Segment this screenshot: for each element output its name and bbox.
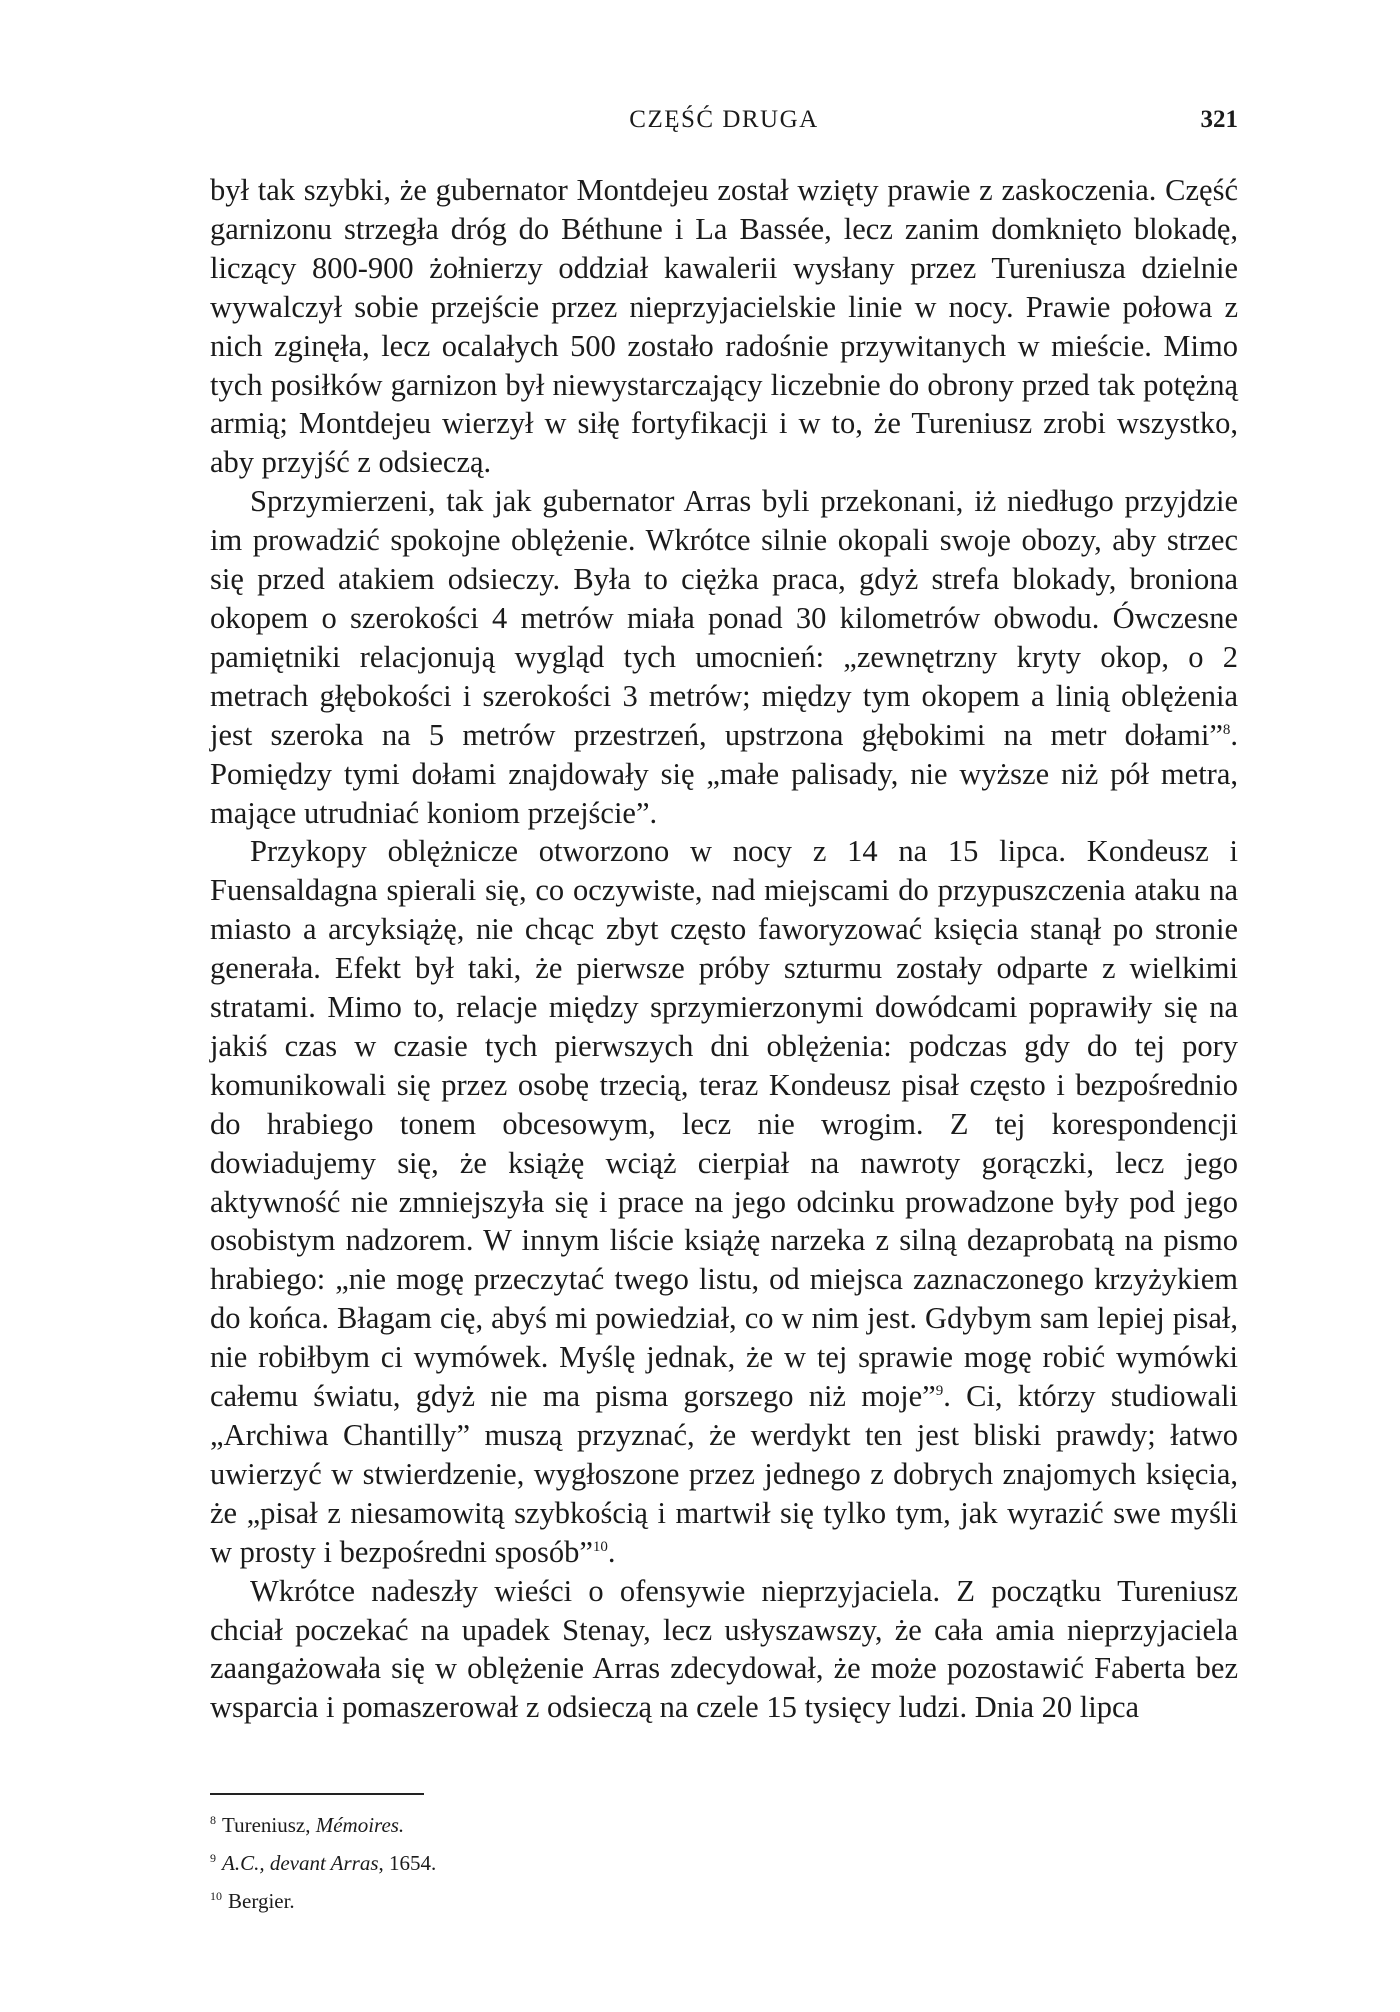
section-title: CZĘŚĆ DRUGA <box>629 106 819 133</box>
footnotes <box>210 1808 1238 1922</box>
paragraph-text: Wkrótce nadeszły wieści o ofensywie nieprzyjaciela. Z początku Tureniusz chciał poczekać na upadek Stenay, lecz usłyszawszy, że cała amia nieprzyjaciela zaangażowała się w oblężenie Arras zdecydował, że może pozostawić Faberta bez wsparcia i pomaszerował z odsieczą na czele 15 tysięcy ludzi. Dnia 20 lipca <box>210 1573 1238 1725</box>
paragraph-1 <box>210 171 1238 482</box>
footnote-divider <box>210 1793 424 1795</box>
paragraph-text: był tak szybki, że gubernator Montdejeu został wzięty prawie z zaskoczenia. Część garnizonu strzegła dróg do Béthune i La Bassée, lecz zanim domknięto blokadę, liczący 800-900 żołnierzy oddział kawalerii wysłany przez Tureniusza dzielnie wywalczył sobie przejście przez nieprzyjacielskie linie w nocy. Prawie połowa z nich zginęła, lecz ocalałych 500 zostało radośnie przywitanych w mieście. Mimo tych posiłków garnizon był niewystarczający liczebnie do obrony przed tak potężną armią; Montdejeu wierzył w siłę fortyfikacji i w to, że Tureniusz zrobi wszystko, aby przyjść z odsieczą. <box>210 173 1238 480</box>
body-text <box>210 171 1238 1727</box>
footnote-8 <box>210 1808 1238 1842</box>
footnote-text: , 1654. <box>378 1851 437 1875</box>
paragraph-text: Sprzymierzeni, tak jak gubernator Arras byli przekonani, iż niedługo przyjdzie im prowadzić spokojne oblężenie. Wkrótce silnie okopali swoje obozy, aby strzec się przed atakiem odsieczy. Była to ciężka praca, gdyż strefa blokady, broniona okopem o szerokości 4 metrów miała ponad 30 kilometrów obwodu. Ówczesne pamiętniki relacjonują wygląd tych umocnień: „zewnętrzny kryty okop, o 2 metrach głębokości i szerokości 3 metrów; między tym okopem a linią oblężenia jest szeroka na 5 metrów przestrzeń, upstrzona głębokimi na metr dołami” <box>210 484 1238 752</box>
footnote-reference[interactable]: 9 <box>935 1382 944 1399</box>
footnote-text: Bergier. <box>228 1889 295 1913</box>
footnote-text-italic: Mémoires. <box>315 1813 405 1837</box>
footnote-mark: 8 <box>210 1813 216 1827</box>
running-head <box>210 100 1238 140</box>
footnote-mark: 9 <box>210 1851 216 1865</box>
footnote-mark: 10 <box>210 1889 222 1903</box>
paragraph-text: . Pomiędzy tymi dołami znajdowały się „małe palisady, nie wyższe niż pół metra, mające utrudniać koniom przejście”. <box>210 717 1238 830</box>
footnote-10 <box>210 1884 1238 1918</box>
paragraph-text: . Ci, którzy studiowali „Archiwa Chantilly” muszą przyznać, że werdykt ten jest bliski prawdy; łatwo uwierzyć w stwierdzenie, wygłoszone przez jednego z dobrych znajomych księcia, że „pisał z niesamowitą szybkością i martwił się tylko tym, jak wyrazić swe myśli w prosty i bezpośredni sposób” <box>210 1379 1238 1569</box>
page-number: 321 <box>1200 106 1238 133</box>
paragraph-2 <box>210 482 1238 832</box>
paragraph-4 <box>210 1572 1238 1728</box>
paragraph-text: Przykopy oblężnicze otworzono w nocy z 14 na 15 lipca. Kondeusz i Fuensaldagna spierali się, co oczywiste, nad miejscami do przypuszczenia ataku na miasto a arcyksiążę, nie chcąc zbyt często faworyzować księcia stanął po stronie generała. Efekt był taki, że pierwsze próby szturmu zostały odparte z wielkimi stratami. Mimo to, relacje między sprzymierzonymi dowódcami poprawiły się na jakiś czas w czasie tych pierwszych dni oblężenia: podczas gdy do tej pory komunikowali się przez osobę trzecią, teraz Kondeusz pisał często i bezpośrednio do hrabiego tonem obcesowym, lecz nie wrogim. Z tej korespondencji dowiadujemy się, że książę wciąż cierpiał na nawroty gorączki, lecz jego aktywność nie zmniejszyła się i prace na jego odcinku prowadzone były pod jego osobistym nadzorem. W innym liście książę narzeka z silną dezaprobatą na pismo hrabiego: „nie mogę przeczytać twego listu, od miejsca zaznaczonego krzyżykiem do końca. Błagam cię, abyś mi powiedział, co w nim jest. Gdybym sam lepiej pisał, nie robiłbym ci wymówek. Myślę jednak, że w tej sprawie mogę robić wymówki całemu światu, gdyż nie ma pisma gorszego niż moje” <box>210 834 1238 1414</box>
footnote-reference[interactable]: 8 <box>1222 721 1231 738</box>
footnote-text-italic: A.C., devant Arras <box>222 1851 379 1875</box>
footnote-9 <box>210 1846 1238 1880</box>
footnote-reference[interactable]: 10 <box>592 1538 608 1555</box>
footnote-text: Tureniusz, <box>222 1813 316 1837</box>
paragraph-text: . <box>607 1534 616 1569</box>
paragraph-3 <box>210 832 1238 1571</box>
